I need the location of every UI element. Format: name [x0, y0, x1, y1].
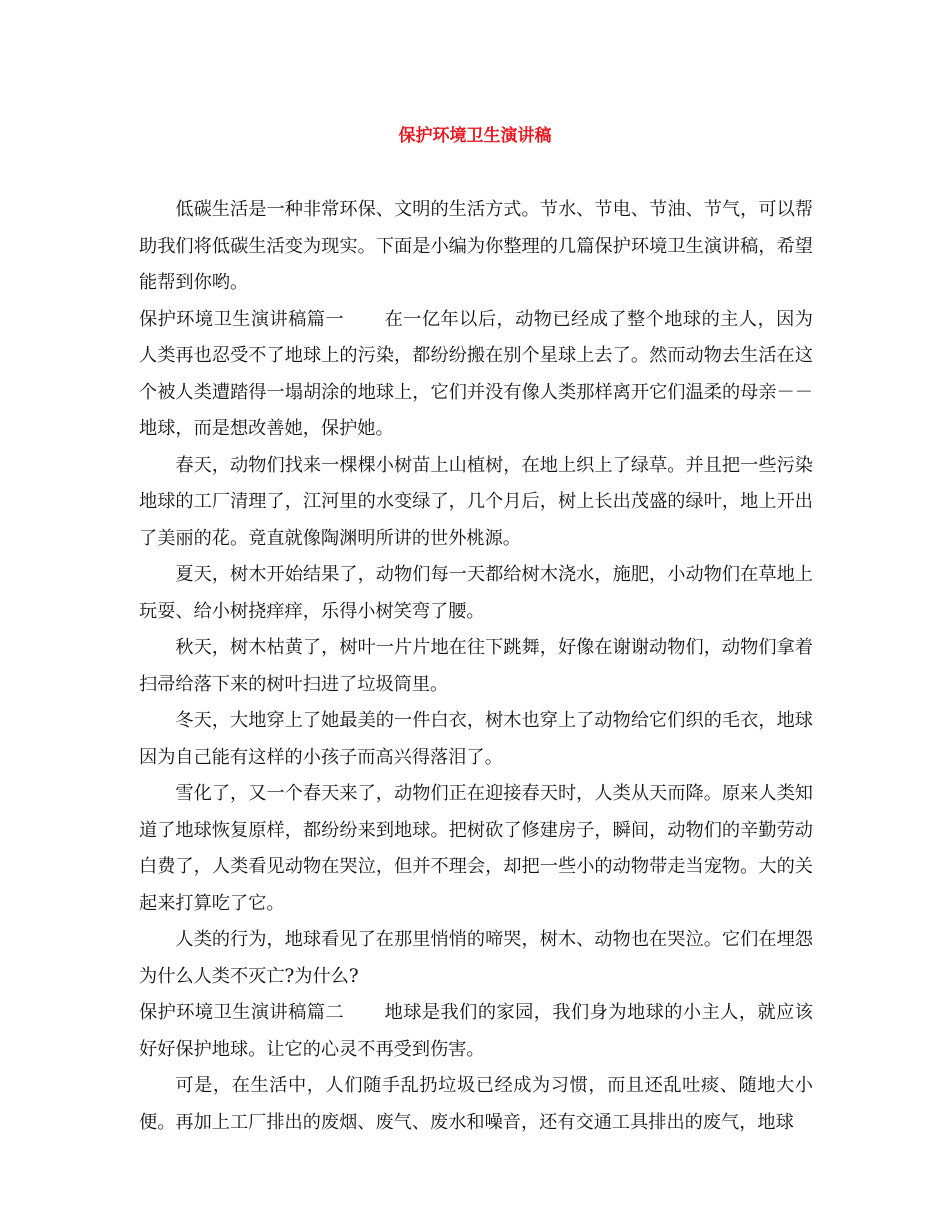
section-one-first-paragraph [139, 302, 813, 448]
section-heading-two: 保护环境卫生演讲稿篇二 [139, 1002, 345, 1023]
paragraph-summer: 夏天，树木开始结果了，动物们每一天都给树木浇水，施肥，小动物们在草地上玩耍、给小树挠痒痒，乐得小树笑弯了腰。 [139, 564, 813, 622]
paragraph-text: 在一亿年以后，动物已经成了整个地球的主人，因为人类再也忍受不了地球上的污染，都纷纷搬在别个星球上去了。然而动物去生活在这个被人类遭踏得一塌胡涂的地球上，它们并没有像人类那样离开它们温柔的母亲－－地球，而是想改善她，保护她。 [139, 308, 813, 439]
paragraph-snow-melt: 雪化了，又一个春天来了，动物们正在迎接春天时，人类从天而降。原来人类知道了地球恢复原样，都纷纷来到地球。把树砍了修建房子，瞬间，动物们的辛勤劳动白费了，人类看见动物在哭泣，但并不理会，却把一些小的动物带走当宠物。大的关起来打算吃了它。 [139, 783, 813, 914]
document-title: 保护环境卫生演讲稿 [398, 126, 552, 146]
paragraph-text: 地球是我们的家园，我们身为地球的小主人，就应该好好保护地球。让它的心灵不再受到伤害。 [139, 1002, 813, 1060]
paragraph-pollution: 可是，在生活中，人们随手乱扔垃圾已经成为习惯，而且还乱吐痰、随地大小便。再加上工厂排出的废烟、废气、废水和噪音，还有交通工具排出的废气，地球 [139, 1075, 813, 1133]
paragraph-intro: 低碳生活是一种非常环保、文明的生活方式。节水、节电、节油、节气，可以帮助我们将低碳生活变为现实。下面是小编为你整理的几篇保护环境卫生演讲稿，希望能帮到你哟。 [139, 199, 813, 293]
paragraph-autumn: 秋天，树木枯黄了，树叶一片片地在往下跳舞，好像在谢谢动物们，动物们拿着扫帚给落下来的树叶扫进了垃圾筒里。 [139, 637, 813, 695]
paragraph-human-behavior: 人类的行为，地球看见了在那里悄悄的啼哭，树木、动物也在哭泣。它们在埋怨为什么人类不灭亡?为什么? [139, 929, 813, 987]
paragraph-winter: 冬天，大地穿上了她最美的一件白衣，树木也穿上了动物给它们织的毛衣，地球因为自己能有这样的小孩子而高兴得落泪了。 [139, 710, 813, 768]
paragraph-spring: 春天，动物们找来一棵棵小树苗上山植树，在地上织上了绿草。并且把一些污染地球的工厂清理了，江河里的水变绿了，几个月后，树上长出茂盛的绿叶，地上开出了美丽的花。竟直就像陶渊明所讲的世外桃源。 [139, 454, 813, 549]
section-two-first-paragraph [139, 995, 813, 1068]
document-body [139, 192, 813, 1141]
section-heading-one: 保护环境卫生演讲稿篇一 [139, 308, 345, 330]
